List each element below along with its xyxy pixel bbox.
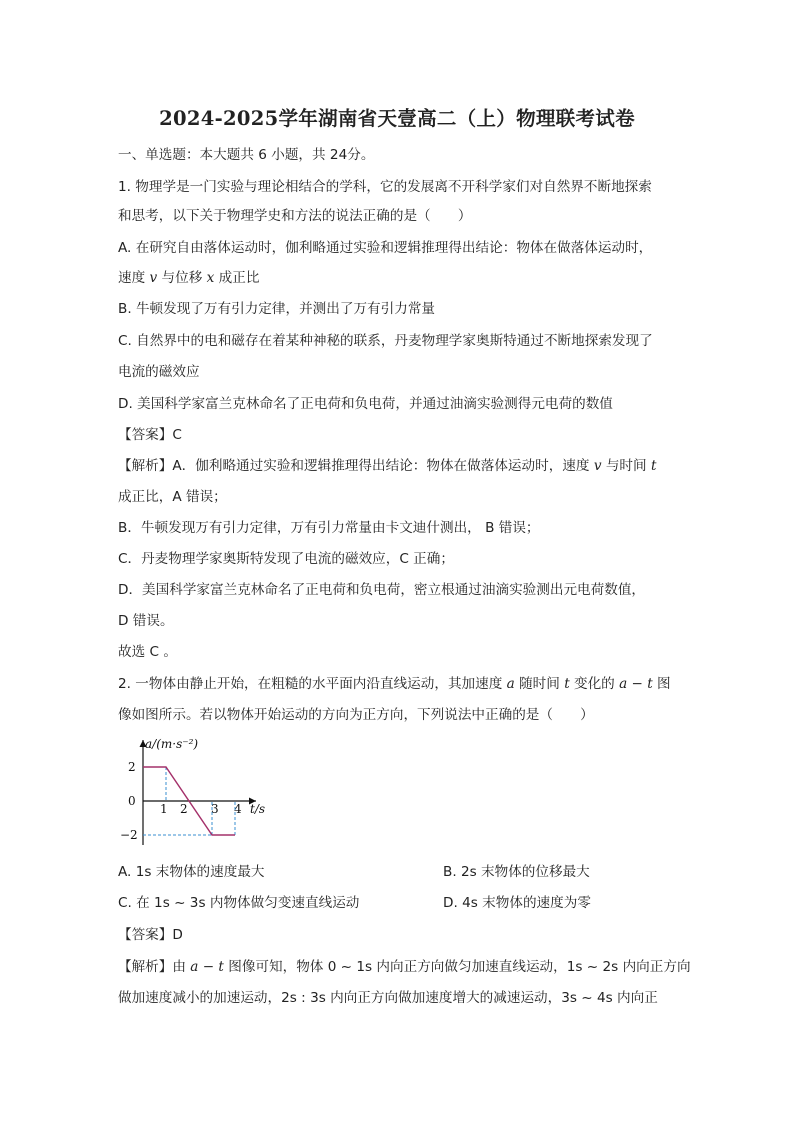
q2-explanation-line-1: 【解析】由 a − t 图像可知，物体 0 ~ 1s 内向正方向做匀加速直线运动，1s ~ 2s 内向正方向 [118, 959, 691, 975]
q2-explanation-line-2: 做加速度减小的加速运动，2s : 3s 内向正方向做加速度增大的减速运动，3s ~ 4s 内向正 [118, 990, 658, 1006]
q2-option-b: B. 2s 末物体的位移最大 [443, 864, 590, 880]
q1-option-c-line-2: 电流的磁效应 [118, 364, 200, 380]
x-tick-label: 2 [180, 802, 188, 816]
q1-stem-line-2: 和思考，以下关于物理学史和方法的说法正确的是（ ） [118, 208, 472, 224]
q1-explanation-line-4: C．丹麦物理学家奥斯特发现了电流的磁效应，C 正确； [118, 551, 454, 567]
q2-answer: 【答案】D [118, 927, 183, 943]
q1-explanation-line-5: D．美国科学家富兰克林命名了正电荷和负电荷，密立根通过油滴实验测出元电荷数值， [118, 582, 646, 598]
q2-stem-line-1: 2. 一物体由静止开始，在粗糙的水平面内沿直线运动，其加速度 a 随时间 t 变化的 a − t 图 [118, 676, 671, 692]
q2-stem-line-2: 像如图所示。若以物体开始运动的方向为正方向，下列说法中正确的是（ ） [118, 707, 594, 723]
q1-option-c-line-1: C. 自然界中的电和磁存在着某种神秘的联系，丹麦物理学家奥斯特通过不断地探索发现了 [118, 333, 653, 349]
x-tick-label: 1 [160, 802, 168, 816]
q2-option-a: A. 1s 末物体的速度最大 [118, 864, 265, 880]
page-title: 2024-2025学年湖南省天壹高二（上）物理联考试卷 [159, 107, 635, 130]
q1-explanation-line-2: 成正比，A 错误； [118, 489, 227, 505]
q1-explanation-line-3: B．牛顿发现万有引力定律，万有引力常量由卡文迪什测出， B 错误； [118, 520, 540, 536]
y-tick-label: 0 [128, 794, 136, 808]
q1-option-a-line-1: A. 在研究自由落体运动时，伽利略通过实验和逻辑推理得出结论：物体在做落体运动时， [118, 240, 653, 256]
acceleration-time-graph [118, 735, 278, 850]
y-axis-label: a/(m·s⁻²) [145, 737, 199, 751]
x-axis-label: t/s [250, 802, 266, 816]
q1-explanation-line-1: 【解析】A．伽利略通过实验和逻辑推理得出结论：物体在做落体运动时，速度 v 与时间 t [118, 458, 657, 474]
q1-option-b: B. 牛顿发现了万有引力定律，并测出了万有引力常量 [118, 301, 436, 317]
q1-stem-line-1: 1. 物理学是一门实验与理论相结合的学科，它的发展离不开科学家们对自然界不断地探索 [118, 179, 652, 195]
y-tick-label: −2 [120, 828, 138, 842]
x-tick-label: 3 [211, 802, 219, 816]
x-tick-label: 4 [234, 802, 242, 816]
q1-conclusion: 故选 C 。 [118, 644, 177, 660]
q1-option-a-line-2: 速度 v 与位移 x 成正比 [118, 270, 260, 286]
q1-option-d: D. 美国科学家富兰克林命名了正电荷和负电荷，并通过油滴实验测得元电荷的数值 [118, 396, 613, 412]
section-heading: 一、单选题：本大题共 6 小题，共 24分。 [118, 147, 375, 163]
q1-explanation-line-6: D 错误。 [118, 613, 174, 629]
y-tick-label: 2 [128, 760, 136, 774]
q1-answer: 【答案】C [118, 427, 182, 443]
q2-option-d: D. 4s 末物体的速度为零 [443, 895, 591, 911]
q2-option-c: C. 在 1s ~ 3s 内物体做匀变速直线运动 [118, 895, 360, 911]
